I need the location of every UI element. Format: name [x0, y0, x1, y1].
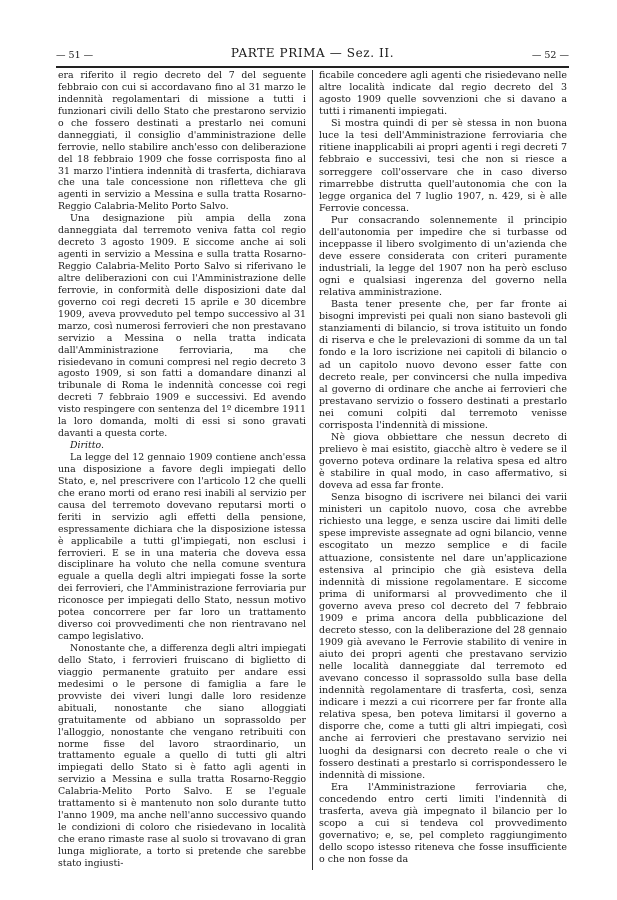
page-number-left: — 51 — — [56, 50, 94, 61]
paragraph: La legge del 12 gennaio 1909 contiene anch'essa una disposizione a favore degli impiegati dello Stato, e, nel prescrivere con l'articolo 12 che quelli che erano morti od erano resi inabili al servizio per causa del terremoto dovevano reputarsi morti o feriti in servizio agli effetti della pensione, espressamente dichiara che la disposizione istessa è applicabile a tutti gl'impiegati, non esclusi i ferrovieri. E se in una materia che doveva essa disciplinare ha voluto che nella comune sventura eguale a quella degli altri impiegati fosse la sorte dei ferrovieri, che l'Amministrazione ferroviaria pur riconosce per impiegati dello Stato, nessun motivo potea concorrere per far loro un trattamento diverso coi provvedimenti che non rientravano nel campo legislativo. — [58, 452, 306, 643]
paragraph: Senza bisogno di iscrivere nei bilanci dei varii ministeri un capitolo nuovo, cosa che avrebbe richiesto una legge, e senza uscire dai limiti delle spese impreviste assegnate ad ogni bilancio, venne escogitato un mezzo semplice e di facile attuazione, consistente nel dare un'applicazione estensiva al principio che già esisteva della indennità di missione regolamentare. E siccome prima di uniformarsi al provvedimento che il governo aveva preso col decreto del 7 febbraio 1909 e prima ancora della pubblicazione del decreto stesso, con la deliberazione del 28 gennaio 1909 già avevano le Ferrovie stabilito di venire in aiuto dei propri agenti che prestavano servizio nelle località danneggiate dal terremoto ed avevano concesso il soprassoldo sulla base della indennità regolamentare di trasferta, così, senza indicare i mezzi a cui ricorrere per far fronte alla relativa spesa, ben poteva limitarsi il governo a disporre che, come a tutti gli altri impiegati, così anche ai ferrovieri che prestavano servizio nei luoghi da designarsi con decreto reale o che vi fossero destinati a prestarlo si corrispondessero le indennità di missione. — [319, 492, 567, 781]
page-number-right: — 52 — — [531, 50, 569, 61]
paragraph: Era l'Amministrazione ferroviaria che, concedendo entro certi limiti l'indennità di trasferta, aveva già impegnato il bilancio per lo scopo a cui si tendeva col provvedimento governativo; e, se, pel completo raggiungimento dello scopo istesso riteneva che fosse insufficiente o che non fosse da — [319, 781, 567, 866]
paragraph: Una designazione più ampia della zona danneggiata dal terremoto veniva fatta col regio decreto 3 agosto 1909. E siccome anche ai soli agenti in servizio a Messina e sulla tratta Rosarno-Reggio Calabria-Melito Porto Salvo si riferivano le altre deliberazioni con cui l'Amministrazione delle ferrovie, in conformità delle disposizioni date dal governo coi regi decreti 15 aprile e 30 dicembre 1909, aveva provveduto pel tempo successivo al 31 marzo, così numerosi ferrovieri che non prestavano servizio a Messina o nella tratta indicata dall'Amministrazione ferroviaria, ma che risiedevano in comuni compresi nel regio decreto 3 agosto 1909, si son fatti a domandare dinanzi al tribunale di Roma le indennità concesse coi regi decreti 7 febbraio 1909 e successivi. Ed avendo visto respingere con sentenza del 1º dicembre 1911 la loro domanda, molti di essi si sono gravati davanti a questa corte. — [58, 213, 306, 440]
paragraph: era riferito il regio decreto del 7 del seguente febbraio con cui si accordavano fino al 31 marzo le indennità regolamentari di missione a tutti i funzionari civili dello Stato che prestarono servizio o che fossero destinati a prestarlo nei comuni danneggiati, il consiglio d'amministrazione delle ferrovie, nello stabilire anch'esso con deliberazione del 18 febbraio 1909 che fosse corrisposta fino al 31 marzo l'intiera indennità di trasferta, dichiarava che una tale concessione non rifletteva che gli agenti in servizio a Messina e sulla tratta Rosarno-Reggio Calabria-Melito Porto Salvo. — [58, 70, 306, 213]
paragraph: Nonostante che, a differenza degli altri impiegati dello Stato, i ferrovieri fruiscano di biglietto di viaggio permanente gratuito per andare essi medesimi o le persone di famiglia a fare le provviste dei viveri lungi dalle loro residenze abituali, nonostante che siano alloggiati gratuitamente od abbiano un soprassoldo per l'alloggio, nonostante che vengano retribuiti con norme fisse del lavoro straordinario, un trattamento eguale a quello di tutti gli altri impiegati dello Stato si è fatto agli agenti in servizio a Messina e sulla tratta Rosarno-Reggio Calabria-Melito Porto Salvo. E se l'eguale trattamento si è mantenuto non solo durante tutto l'anno 1909, ma anche nell'anno successivo quando le condizioni di coloro che risiedevano in località che erano rimaste rase al suolo si trovavano di gran lunga migliorate, a torto si pretende che sarebbe stato ingiusti- — [58, 643, 306, 869]
column-divider — [312, 70, 313, 870]
paragraph: Basta tener presente che, per far fronte ai bisogni imprevisti pei quali non siano bastevoli gli stanziamenti di bilancio, si trova istituito un fondo di riserva e che le prelevazioni di somme da un tal fondo e la loro iscrizione nei capitoli di bilancio o ad un capitolo nuovo devono esser fatte con decreto reale, per convincersi che nulla impediva al governo di ordinare che anche ai ferrovieri che prestavano servizio o fossero destinati a prestarlo nei comuni colpiti dal terremoto venisse corrisposta l'indennità di missione. — [319, 299, 567, 431]
section-heading-diritto: Diritto. — [70, 440, 104, 452]
left-column — [58, 70, 306, 870]
paragraph: Si mostra quindi di per sè stessa in non buona luce la tesi dell'Amministrazione ferroviaria che ritiene inapplicabili ai propri agenti i regi decreti 7 febbraio e successivi, tesi che non si riesce a sorreggere coll'osservare che in caso diverso rimarrebbe distrutta quell'autonomia che con la legge organica del 7 luglio 1907, n. 429, si è alle Ferrovie concessa. — [319, 118, 567, 214]
paragraph: ficabile concedere agli agenti che risiedevano nelle altre località indicate dal regio decreto del 3 agosto 1909 quelle sovvenzioni che si davano a tutti i rimanenti impiegati. — [319, 70, 567, 118]
page-header — [56, 44, 569, 64]
right-column — [319, 70, 567, 870]
paragraph: Pur consacrando solennemente il principio dell'autonomia per impedire che si turbasse od inceppasse il libero svolgimento di un'azienda che deve essere considerata con criteri puramente industriali, la legge del 1907 non ha però escluso ogni e qualsiasi ingerenza del governo nella relativa amministrazione. — [319, 214, 567, 299]
paragraph: Nè giova obbiettare che nessun decreto di prelievo è mai esistito, giacchè altro è vedere se il governo poteva ordinare la relativa spesa ed altro è stabilire in qual modo, in caso affermativo, si doveva ad essa far fronte. — [319, 431, 567, 492]
header-rule — [56, 66, 569, 68]
running-title: PARTE PRIMA — Sez. II. — [230, 46, 395, 60]
